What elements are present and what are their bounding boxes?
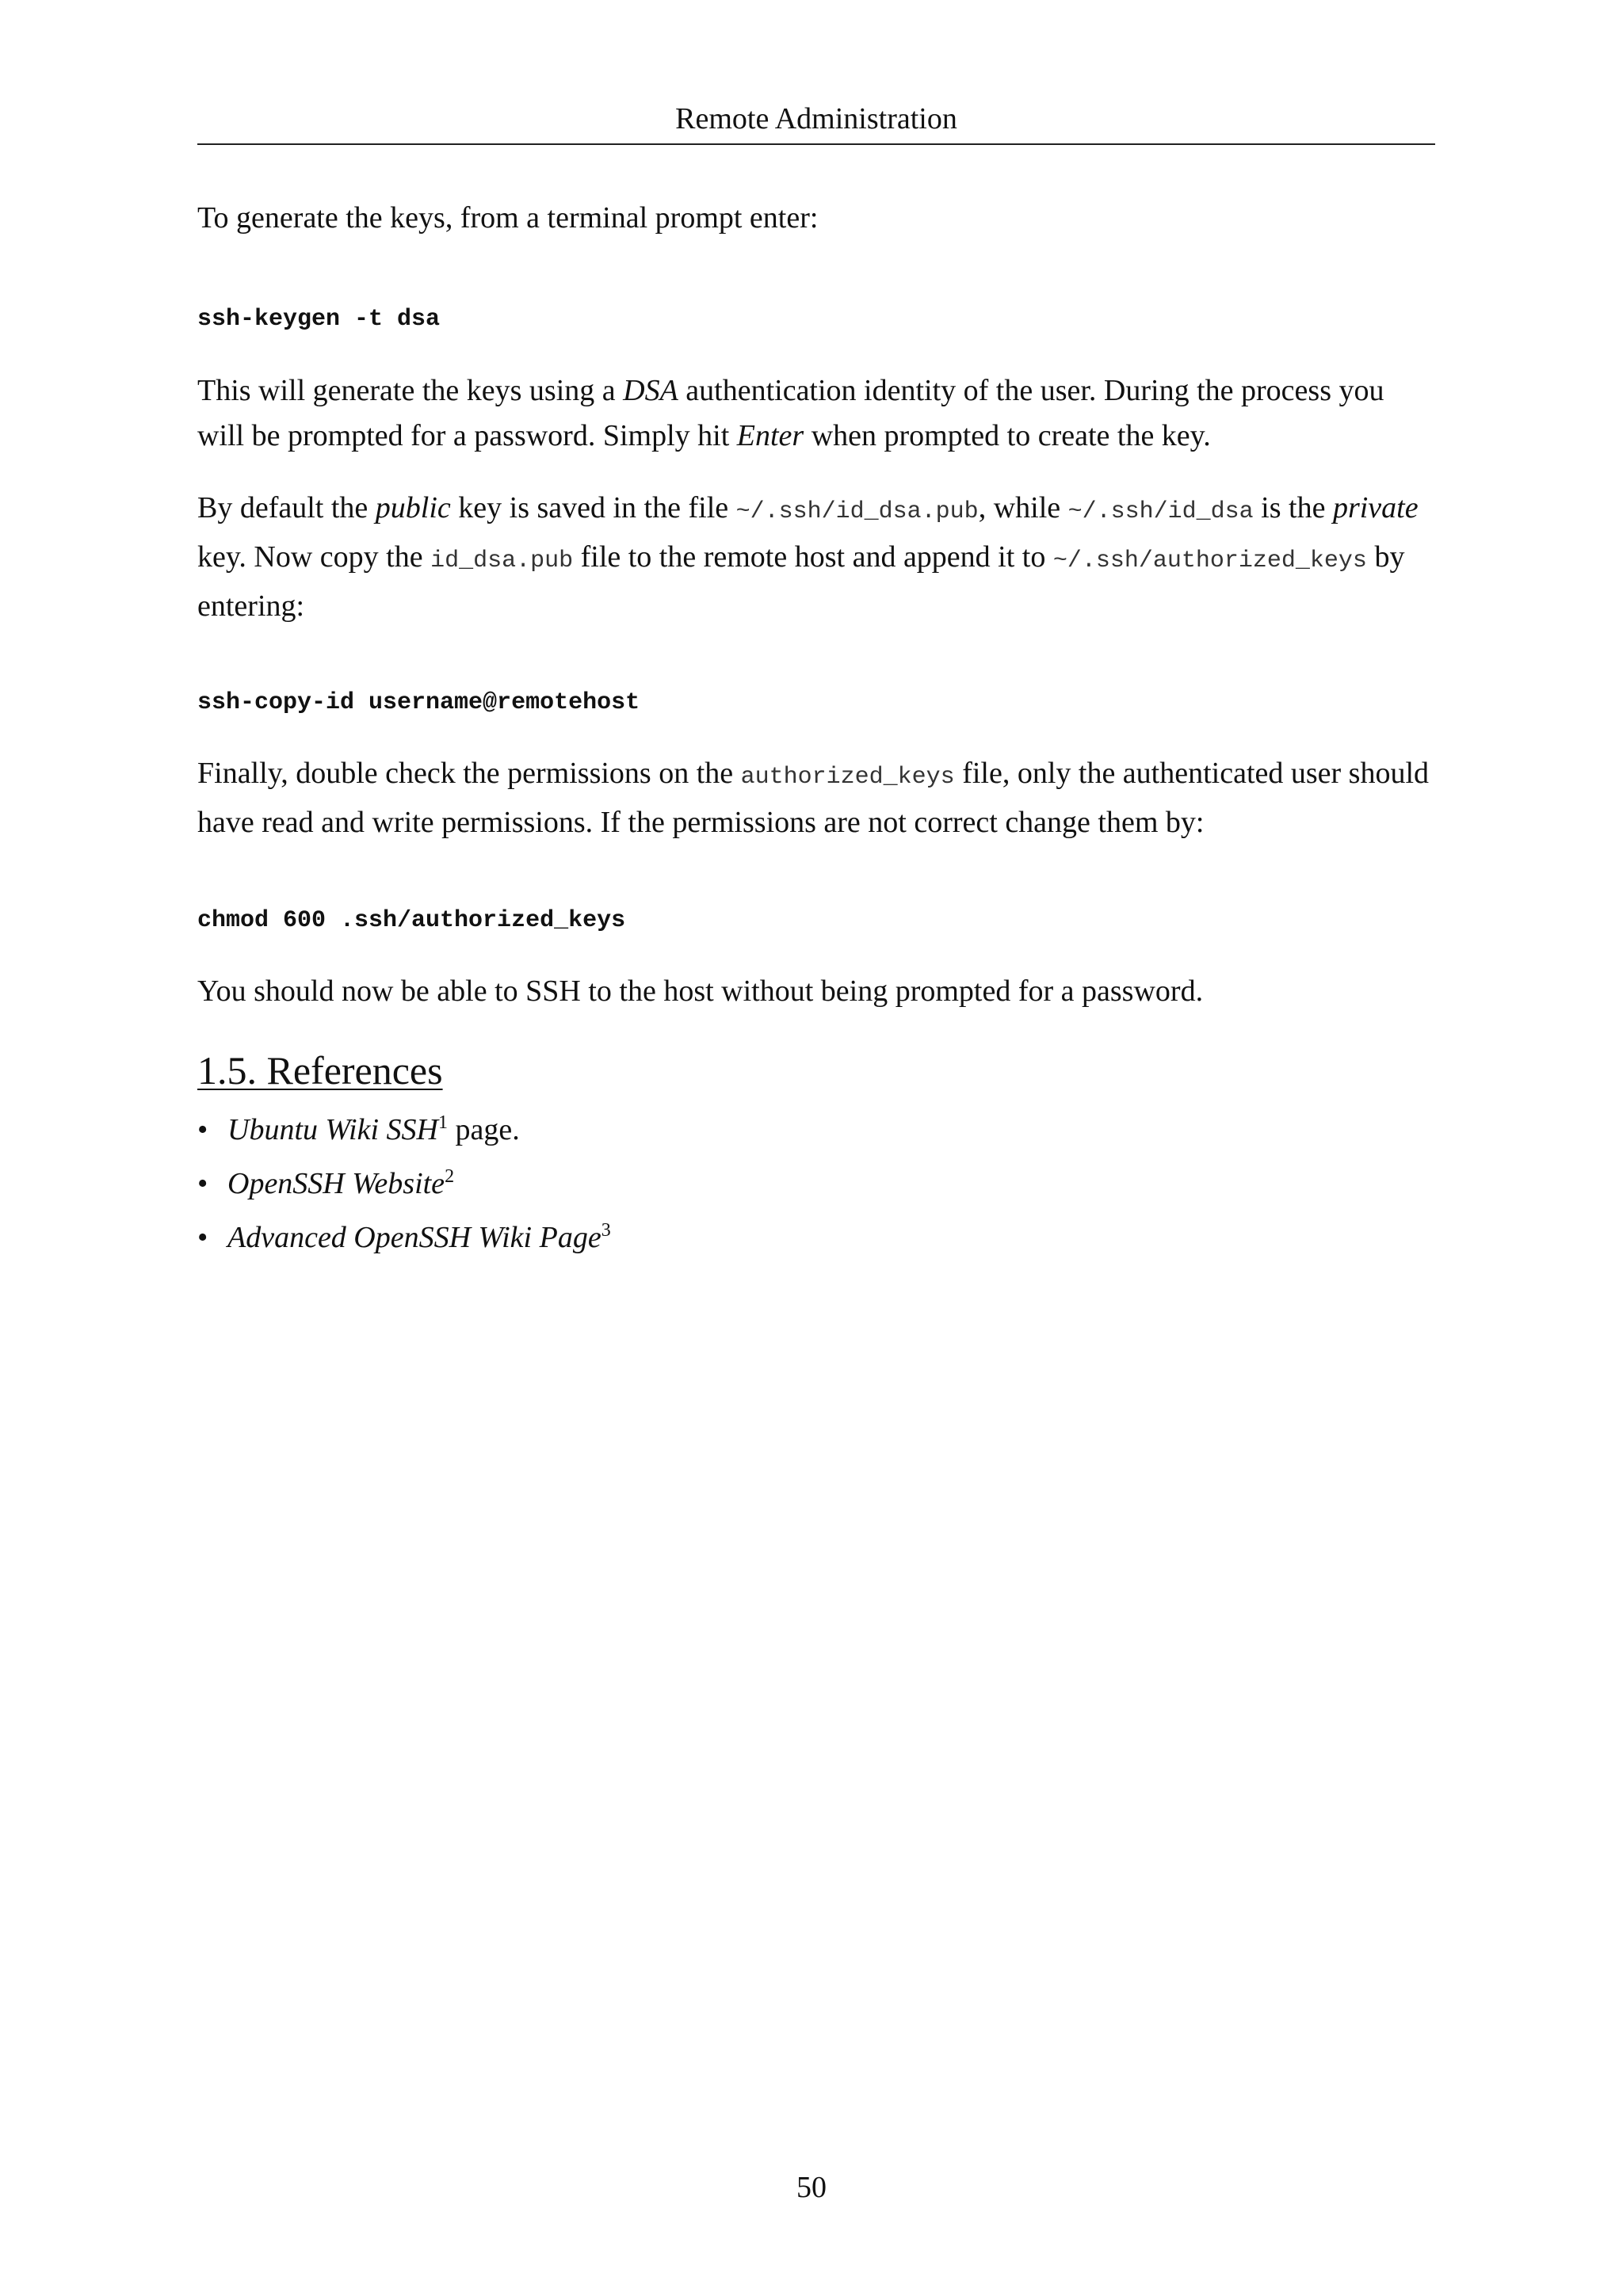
- reference-link-ubuntu-wiki-ssh[interactable]: Ubuntu Wiki SSH: [227, 1113, 438, 1146]
- bullet: •: [197, 1221, 208, 1254]
- reference-item: [197, 1108, 611, 1161]
- command-ssh-keygen: ssh-keygen -t dsa: [197, 306, 441, 333]
- reference-item: [197, 1161, 611, 1215]
- reference-suffix: page.: [447, 1113, 520, 1146]
- inline-code-public-key-path: ~/.ssh/id_dsa.pub: [735, 498, 979, 525]
- paragraph-default-key-location: [197, 486, 1435, 629]
- inline-code-private-key-path: ~/.ssh/id_dsa: [1067, 498, 1254, 525]
- bullet: •: [197, 1167, 208, 1200]
- text-segment: file, only the authenticated user should have read and write permissions. If the permissions are not correct change them by:: [197, 757, 1430, 839]
- text-segment: , while: [978, 491, 1068, 524]
- footnote-marker: 1: [437, 1112, 448, 1133]
- text-segment: key. Now copy the: [197, 540, 431, 574]
- inline-code-authorized-keys-path: ~/.ssh/authorized_keys: [1052, 547, 1367, 574]
- bullet: •: [197, 1113, 208, 1146]
- text-segment: authentication identity of the user. During the process you will be prompted for a password. Simply hit: [197, 374, 1384, 452]
- command-chmod: chmod 600 .ssh/authorized_keys: [197, 907, 626, 934]
- text-segment: This will generate the keys using a: [197, 374, 624, 407]
- references-list: [197, 1108, 611, 1269]
- footnote-marker: 3: [601, 1220, 611, 1241]
- emphasis-private: private: [1332, 491, 1419, 524]
- text-segment: when prompted to create the key.: [804, 419, 1211, 452]
- header-rule: [197, 143, 1435, 145]
- text-segment: By default the: [197, 491, 376, 524]
- running-header: Remote Administration: [675, 102, 957, 135]
- intro-paragraph: To generate the keys, from a terminal prompt enter:: [197, 201, 819, 235]
- text-segment: is the: [1253, 491, 1333, 524]
- text-segment: key is saved in the file: [450, 491, 736, 524]
- paragraph-ssh-without-password: You should now be able to SSH to the host without being prompted for a password.: [197, 974, 1204, 1008]
- text-segment: by entering:: [197, 540, 1405, 623]
- reference-link-advanced-openssh-wiki[interactable]: Advanced OpenSSH Wiki Page: [227, 1221, 601, 1254]
- command-ssh-copy-id: ssh-copy-id username@remotehost: [197, 689, 640, 716]
- text-segment: file to the remote host and append it to: [573, 540, 1053, 574]
- footnote-marker: 2: [445, 1166, 455, 1187]
- inline-code-authorized-keys: authorized_keys: [740, 764, 955, 791]
- emphasis-enter: Enter: [736, 419, 804, 452]
- paragraph-check-permissions: [197, 751, 1435, 845]
- paragraph-generate-keys: [197, 368, 1435, 459]
- emphasis-dsa: DSA: [623, 374, 678, 407]
- section-heading-references: 1.5. References: [197, 1048, 443, 1093]
- reference-link-openssh-website[interactable]: OpenSSH Website: [227, 1167, 445, 1200]
- page-number: 50: [796, 2171, 827, 2204]
- text-segment: Finally, double check the permissions on the: [197, 757, 741, 790]
- emphasis-public: public: [375, 491, 451, 524]
- inline-code-public-key-file: id_dsa.pub: [430, 547, 574, 574]
- reference-item: [197, 1215, 611, 1269]
